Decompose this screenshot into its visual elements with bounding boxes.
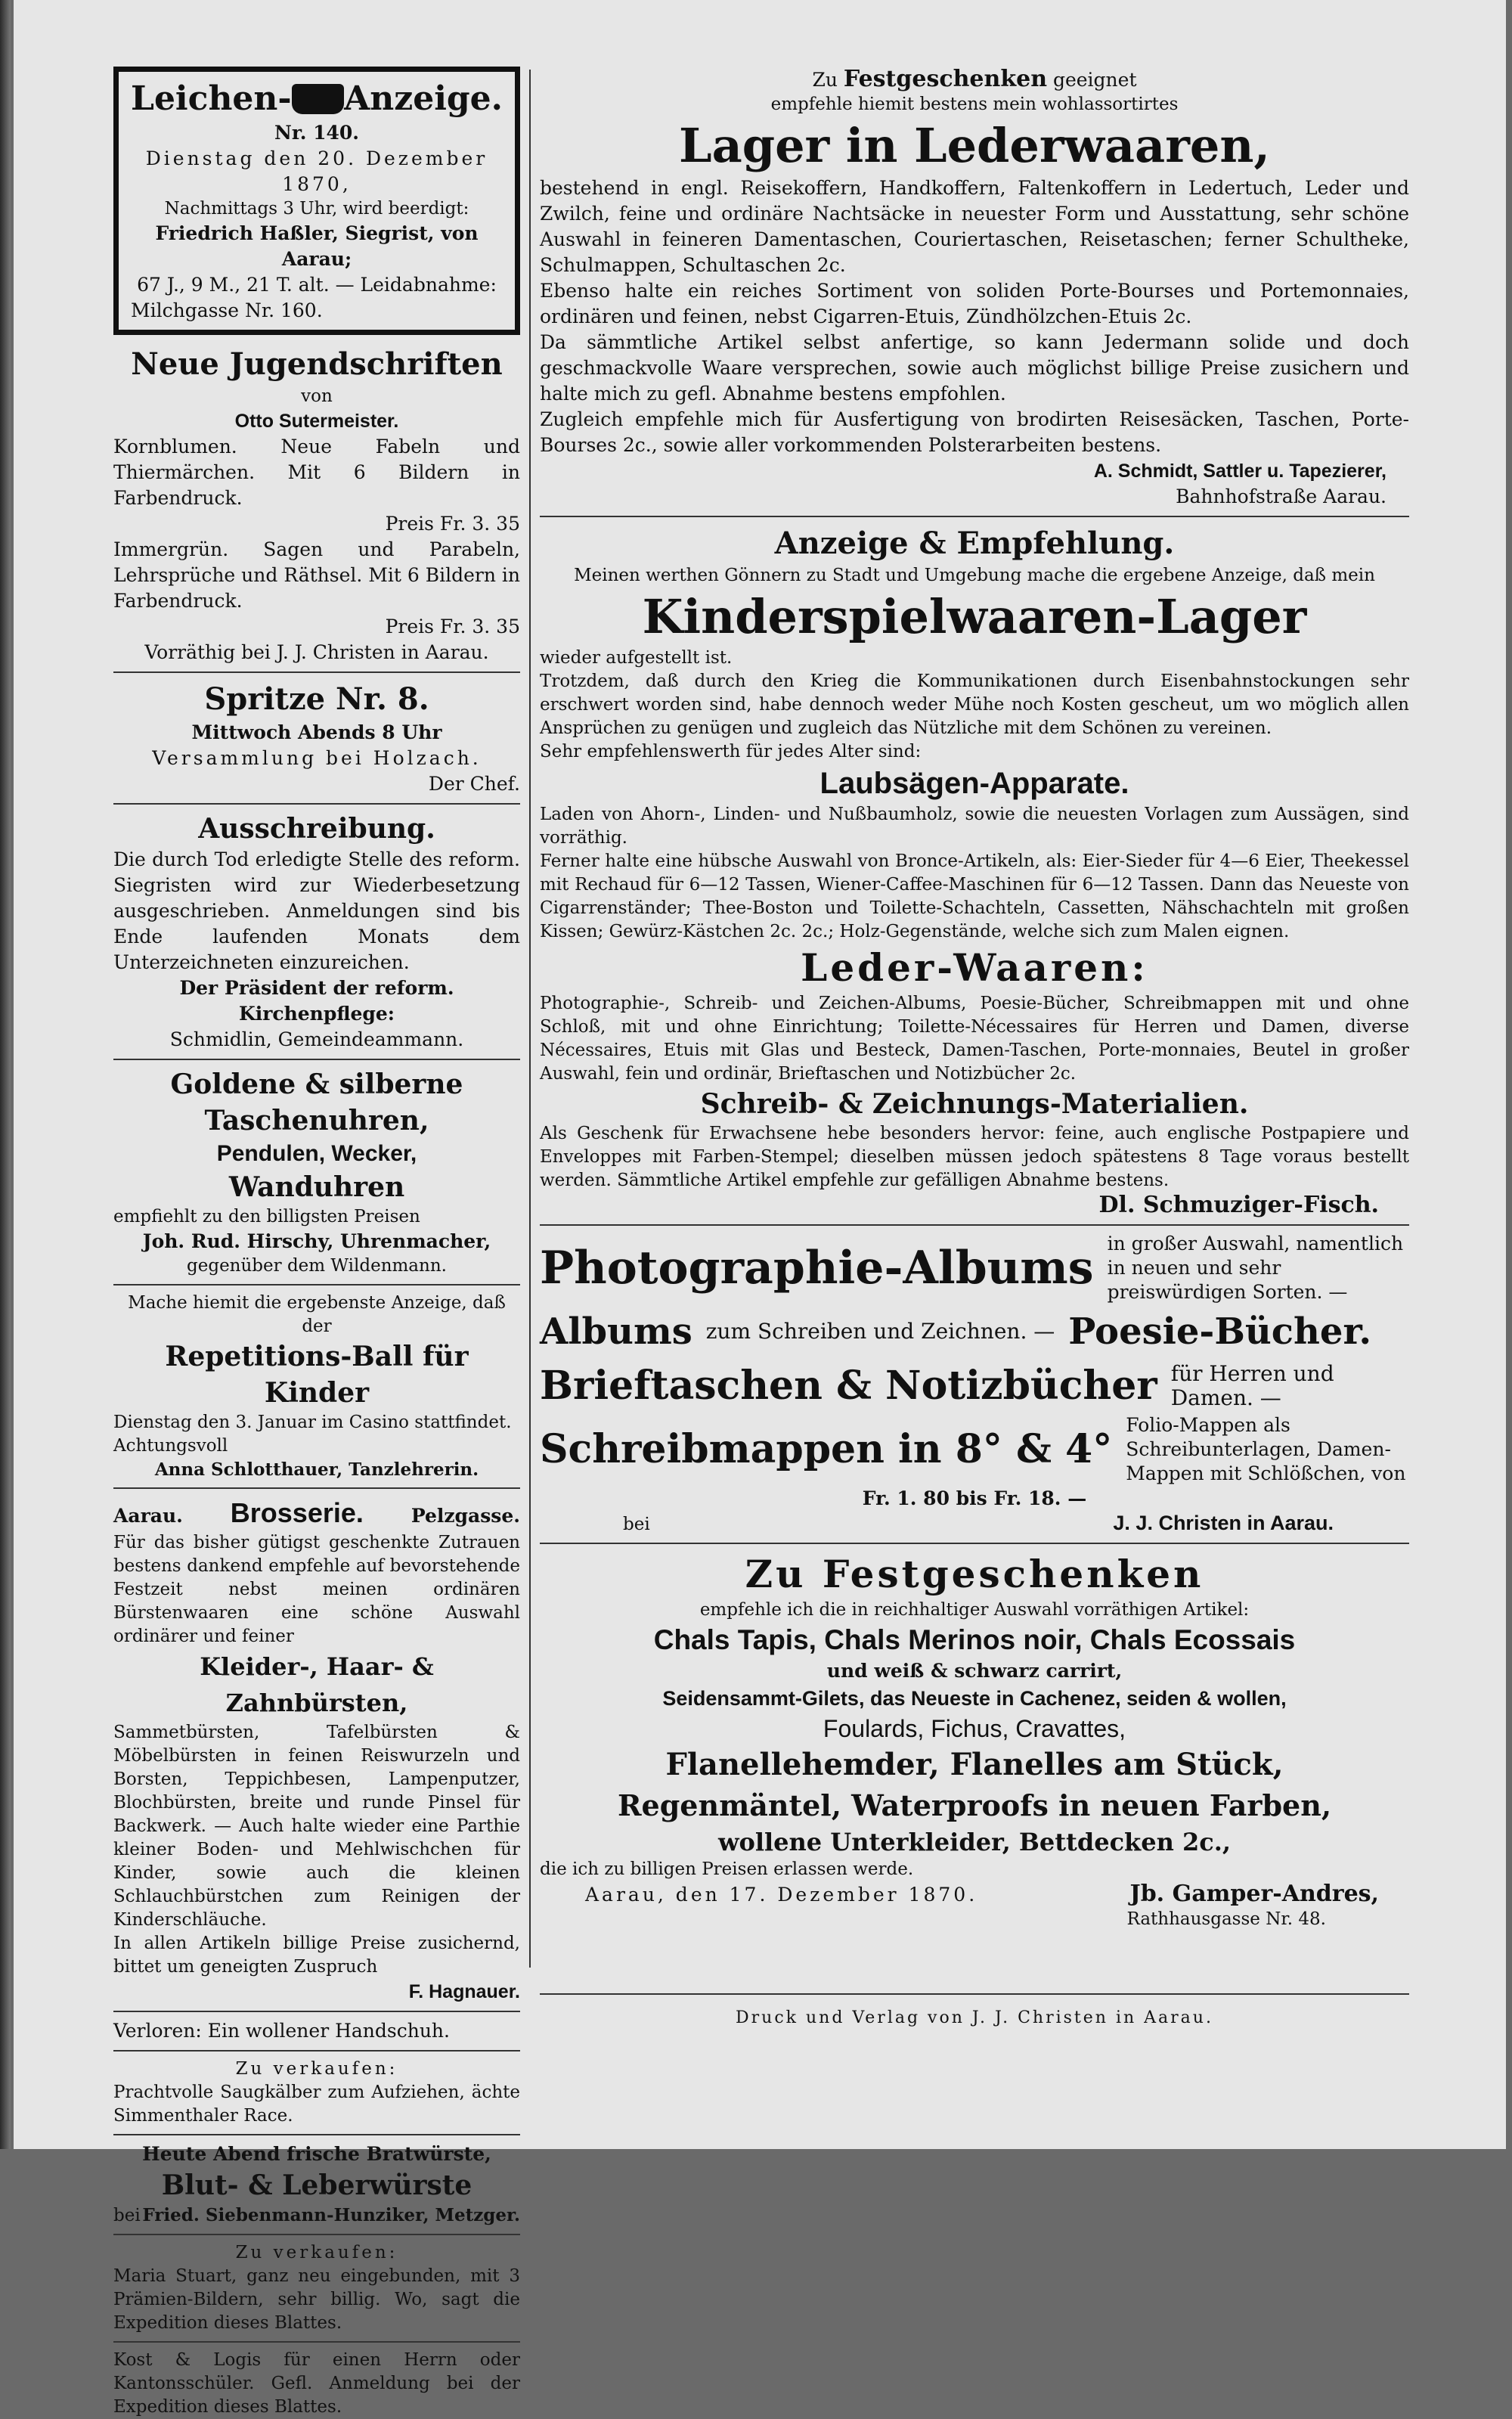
ad-verkaufen-2: [113, 2241, 520, 2335]
ball-intro: Mache hiemit die ergebenste Anzeige, daß der: [128, 1293, 506, 1336]
schmuziger-text4: Ferner halte eine hübsche Auswahl von Bronce-Artikeln, als: Eier-Sieder für 4—6 Eier, Theekessel mit Rechaud für 6—12 Tassen, Wiener-Caffee-Maschinen für 6—12 Tassen. Dann das Neueste von Cigarrenständer; Thee-Boston und Toilette-Schachteln, Cassetten, Nähschachteln mit großen Kissen; Gewürz-Kästchen 2c. 2c.; Holz-Gegenstände, welche sich zum Malen eignen.: [540, 851, 1409, 941]
uhren-line4: empfiehlt zu den billigsten Preisen: [113, 1207, 420, 1227]
ball-text: Dienstag den 3. Januar im Casino stattfindet.: [113, 1413, 512, 1432]
imprint: Druck und Verlag von J. J. Christen in Aarau.: [736, 2008, 1213, 2027]
schmidt-intro-c: geeignet: [1052, 69, 1137, 91]
schmuziger-sign: Dl. Schmuziger-Fisch.: [1098, 1192, 1379, 1218]
schmuziger-intro: Meinen werthen Gönnern zu Stadt und Umgebung mache die ergebene Anzeige, daß mein: [574, 566, 1375, 585]
footer-rule: [540, 1993, 1409, 1995]
gamper-l3: Seidensammt-Gilets, das Neueste in Cachenez, seiden & wollen,: [662, 1687, 1287, 1710]
schmidt-sign-text: A. Schmidt, Sattler u. Tapezierer,: [1093, 461, 1387, 482]
left-column: [113, 67, 520, 2419]
christen-line2: [540, 1304, 1409, 1359]
ad-schmuziger: [540, 523, 1409, 1218]
divider: [540, 1543, 1409, 1544]
ad-spritze: [113, 679, 520, 797]
schmuziger-text1: Trotzdem, daß durch den Krieg die Kommunikationen durch Eisenbahnstockungen sehr erschwert worden sind, habe dennoch weder Mühe noch Kosten gescheut, um wo möglich allen Ansprüchen zu genügen und zugleich das Nützliche mit dem Schönen zu vereinen.: [540, 671, 1409, 738]
gamper-sign-row: [540, 1881, 1409, 1908]
christen-line3: [540, 1359, 1409, 1413]
gamper-l6: Regenmäntel, Waterproofs in neuen Farben,: [617, 1788, 1332, 1822]
divider: [540, 1224, 1409, 1226]
christen-l2-big2: Poesie-Bücher.: [1068, 1310, 1372, 1353]
verkaufen2-title: Zu verkaufen:: [235, 2243, 398, 2262]
schmidt-sign: [540, 458, 1409, 484]
wurst-line1: Heute Abend frische Bratwürste,: [142, 2143, 491, 2165]
ad-uhren: [113, 1066, 520, 1278]
schmuziger-leder: Leder-Waaren:: [801, 945, 1148, 990]
column-rule: [529, 70, 531, 1968]
jugend-price1: Preis Fr. 3. 35: [385, 513, 520, 535]
schmidt-addr: Bahnhofstraße Aarau.: [1176, 485, 1387, 507]
uhren-line2: Pendulen, Wecker,: [216, 1141, 417, 1166]
spritze-title: Spritze Nr. 8.: [204, 681, 429, 717]
spritze-line: Versammlung bei Holzach.: [152, 747, 482, 769]
schmuziger-reopen: wieder aufgestellt ist.: [540, 648, 733, 668]
gamper-l1: Chals Tapis, Chals Merinos noir, Chals Ecossais: [653, 1624, 1296, 1655]
divider: [113, 671, 520, 673]
ball-sign: Anna Schlotthauer, Tanzlehrerin.: [154, 1459, 479, 1480]
spritze-sign: Der Chef.: [428, 773, 520, 795]
jugend-von: von: [301, 386, 333, 406]
jugend-author: Otto Sutermeister.: [234, 411, 399, 432]
brosserie-text3: In allen Artikeln billige Preise zusichernd, bittet um geneigten Zuspruch: [113, 1934, 520, 1977]
ad-ball: [113, 1292, 520, 1481]
ad-verkaufen-1: [113, 2058, 520, 2128]
schmuziger-big: Kinderspielwaaren-Lager: [642, 589, 1307, 644]
gamper-title: Zu Festgeschenken: [745, 1552, 1204, 1596]
death-notice-details: 67 J., 9 M., 21 T. alt. — Leidabnahme:: [137, 274, 497, 296]
wurst-line2: Blut- & Leberwürste: [161, 2169, 472, 2201]
divider: [113, 2341, 520, 2343]
gamper-l2: und weiß & schwarz carrirt,: [826, 1660, 1123, 1682]
death-notice: [113, 67, 520, 335]
gamper-l8: die ich zu billigen Preisen erlassen werde.: [540, 1859, 914, 1879]
divider: [113, 2011, 520, 2012]
schmidt-intro2: empfehle hiemit bestens mein wohlassortirtes: [770, 95, 1179, 114]
verkaufen1-title: Zu verkaufen:: [235, 2059, 398, 2079]
schmuziger-text5: Photographie-, Schreib- und Zeichen-Albums, Poesie-Bücher, Schreibmappen mit und ohne Schloß, mit und ohne Einrichtung; Toilette-Nécessaires für Herren und Damen, diverse Nécessaires, Etuis mit Glas und Besteck, Damen-Taschen, Porte-monnaies, Beutel in großer Auswahl, fein und ordinär, Brieftaschen und Notizbücher 2c.: [540, 994, 1409, 1084]
ad-brosserie: [113, 1495, 520, 2005]
gamper-date: Aarau, den 17. Dezember 1870.: [585, 1884, 978, 1906]
ball-greet: Achtungsvoll: [113, 1436, 228, 1456]
schmidt-text1: bestehend in engl. Reisekoffern, Handkoffern, Faltenkoffern in Ledertuch, Leder und Zwilch, feine und ordinäre Nachtsäcke in neuester Form und Ausstattung, sehr schöne Auswahl in feineren Damentaschen, Couriertaschen, Reisetaschen; ferner Schultheke, Schulmappen, Schultaschen 2c.: [540, 177, 1409, 276]
gamper-l5: Flanellehemder, Flanelles am Stück,: [665, 1747, 1284, 1782]
schmuziger-schreib: Schreib- & Zeichnungs-Materialien.: [700, 1088, 1249, 1120]
christen-l4-small: Folio-Mappen als Schreibunterlagen, Damen-Mappen mit Schlößchen, von: [1126, 1414, 1406, 1484]
uhren-title: Goldene & silberne Taschenuhren,: [170, 1068, 463, 1137]
ad-kost-logis: Kost & Logis für einen Herrn oder Kantonsschüler. Gefl. Anmeldung bei der Expedition dieses Blattes.: [113, 2350, 520, 2417]
schmidt-title: Lager in Lederwaaren,: [678, 118, 1271, 173]
schmidt-text3: Da sämmtliche Artikel selbst anfertige, so kann Jedermann solide und doch geschmackvolle Waare versprechen, sowie auch möglichst billige Preise zusichern und halte mich zu gefl. Abnahme bestens empfohlen.: [540, 331, 1409, 405]
brosserie-right: Pelzgasse.: [411, 1505, 520, 1527]
schmuziger-text3: Laden von Ahorn-, Linden- und Nußbaumholz, sowie die neuesten Vorlagen zum Aussägen, sind vorräthig.: [540, 805, 1409, 848]
ad-gamper: [540, 1550, 1409, 1931]
jugend-seller: Vorräthig bei J. J. Christen in Aarau.: [144, 641, 489, 663]
brosserie-header: [113, 1495, 520, 1531]
death-notice-name: Friedrich Haßler, Siegrist, von Aarau;: [155, 222, 479, 270]
wurst-name: Fried. Siebenmann-Hunziker, Metzger.: [142, 2205, 520, 2225]
divider: [113, 1487, 520, 1489]
schmidt-text2: Ebenso halte ein reiches Sortiment von soliden Porte-Bourses und Portemonnaies, ordinären und feinen, nebst Cigarren-Etuis, Zündhölzchen-Etuis 2c.: [540, 280, 1409, 327]
christen-l1-big: Photographie-Albums: [540, 1242, 1094, 1295]
schmuziger-title: Anzeige & Empfehlung.: [774, 526, 1175, 561]
jugend-item1: Kornblumen. Neue Fabeln und Thiermärchen. Mit 6 Bildern in Farbendruck.: [113, 436, 520, 509]
ausschreibung-sign1: Der Präsident der reform. Kirchenpflege:: [179, 977, 454, 1025]
ausschreibung-title: Ausschreibung.: [198, 813, 435, 845]
death-notice-date: Dienstag den 20. Dezember 1870,: [145, 147, 488, 195]
ad-verloren: Verloren: Ein wollener Handschuh.: [113, 2020, 450, 2042]
verkaufen2-text: Maria Stuart, ganz neu eingebunden, mit 3 Prämien-Bildern, sehr billig. Wo, sagt die Expedition dieses Blattes.: [113, 2266, 520, 2333]
christen-sign: J. J. Christen in Aarau.: [1113, 1512, 1334, 1534]
brosserie-left: Aarau.: [113, 1505, 183, 1527]
ad-schmidt: [540, 67, 1409, 510]
schmuziger-text6: Als Geschenk für Erwachsene hebe besonders hervor: feine, auch englische Postpapiere und Enveloppes mit Farben-Stempel; dieselben müssen jedoch spätestens 8 Tage voraus bestellt werden. Sämmtliche Artikel empfehle zur gefälligen Abnahme bestens.: [540, 1124, 1409, 1190]
schmidt-intro-b: Festgeschenken: [843, 66, 1048, 92]
schmidt-intro: [540, 67, 1409, 93]
schmidt-text4: Zugleich empfehle mich für Ausfertigung von brodirten Reisesäcken, Taschen, Porte-Bourses 2c., sowie aller vorkommenden Polsterarbeiten bestens.: [540, 408, 1409, 456]
death-notice-title-right: Anzeige.: [344, 79, 503, 118]
gamper-l4: Foulards, Fichus, Cravattes,: [823, 1715, 1126, 1742]
christen-line4: [540, 1413, 1409, 1486]
brosserie-text2: Sammetbürsten, Tafelbürsten & Möbelbürsten in feinen Reiswurzeln und Borsten, Teppichbesen, Lampenputzer, Blochbürsten, breite und runde Pinsel für Backwerk. — Auch halte wieder eine Parthie kleiner Boden- und Mehlwischchen für Kinder, sowie auch die kleinen Schlauchbürstchen zum Reinigen der Kinderschläuche.: [113, 1723, 520, 1930]
coffin-icon: [292, 84, 344, 114]
christen-l2-mid: zum Schreiben und Zeichnen. —: [705, 1319, 1055, 1344]
wurst-bei: bei: [113, 2206, 141, 2225]
schmidt-intro-a: Zu: [812, 69, 838, 91]
gamper-intro: empfehle ich die in reichhaltiger Auswahl vorräthigen Artikel:: [699, 1600, 1250, 1620]
divider: [113, 1284, 520, 1285]
uhren-addr: gegenüber dem Wildenmann.: [187, 1256, 447, 1276]
death-notice-title: [131, 78, 503, 120]
uhren-name: Joh. Rud. Hirschy, Uhrenmacher,: [142, 1230, 491, 1252]
gamper-sign: Jb. Gamper-Andres,: [1129, 1881, 1379, 1907]
divider: [113, 803, 520, 805]
christen-l1-small: in großer Auswahl, namentlich in neuen und sehr preiswürdigen Sorten. —: [1107, 1233, 1404, 1303]
brosserie-text1: Für das bisher gütigst geschenkte Zutrauen bestens dankend empfehle auf bevorstehende Festzeit nebst meinen ordinären Bürstenwaaren eine schöne Auswahl ordinärer und feiner: [113, 1533, 520, 1646]
divider: [113, 2050, 520, 2051]
ad-ausschreibung: [113, 811, 520, 1053]
christen-l4-big: Schreibmappen in 8° & 4°: [540, 1426, 1113, 1472]
divider: [113, 1059, 520, 1060]
verkaufen1-text: Prachtvolle Saugkälber zum Aufziehen, ächte Simmenthaler Race.: [113, 2083, 520, 2126]
brosserie-title: Brosserie.: [230, 1497, 364, 1528]
ball-title: Repetitions-Ball für Kinder: [165, 1341, 469, 1409]
brosserie-head: Kleider-, Haar- & Zahnbürsten,: [200, 1652, 434, 1717]
ad-christen: [540, 1232, 1409, 1537]
ausschreibung-text: Die durch Tod erledigte Stelle des reform. Siegristen wird zur Wiederbesetzung ausgeschrieben. Anmeldungen sind bis Ende laufenden Monats dem Unterzeichneten einzureichen.: [113, 848, 520, 973]
uhren-line3: Wanduhren: [228, 1171, 405, 1203]
christen-sign-row: [540, 1512, 1409, 1537]
schmuziger-text2: Sehr empfehlenswerth für jedes Alter sind:: [540, 742, 922, 761]
christen-l2-big: Albums: [540, 1310, 692, 1353]
schmuziger-saeg: Laubsägen-Apparate.: [820, 767, 1129, 800]
divider: [113, 2134, 520, 2135]
death-notice-time: Nachmittags 3 Uhr, wird beerdigt:: [164, 199, 469, 219]
christen-bei: bei: [623, 1515, 650, 1534]
divider: [540, 516, 1409, 517]
death-notice-number: Nr. 140.: [274, 122, 360, 144]
ad-jugendschriften: [113, 344, 520, 665]
divider: [113, 2234, 520, 2235]
death-notice-title-left: Leichen-: [131, 79, 292, 118]
death-notice-address: Milchgasse Nr. 160.: [131, 299, 323, 321]
page-edge: [0, 0, 11, 2149]
gamper-l7: wollene Unterkleider, Bettdecken 2c.,: [717, 1828, 1232, 1856]
spritze-sub: Mittwoch Abends 8 Uhr: [191, 721, 442, 743]
christen-price: Fr. 1. 80 bis Fr. 18. —: [862, 1487, 1087, 1509]
brosserie-sign: F. Hagnauer.: [408, 1981, 520, 2002]
christen-l3-small: für Herren und Damen. —: [1170, 1361, 1334, 1410]
jugend-price2: Preis Fr. 3. 35: [385, 616, 520, 637]
jugend-title: Neue Jugendschriften: [131, 346, 503, 382]
jugend-item2: Immergrün. Sagen und Parabeln, Lehrsprüche und Räthsel. Mit 6 Bildern in Farbendruck.: [113, 538, 520, 612]
right-column: [540, 67, 1409, 1931]
ausschreibung-sign2: Schmidlin, Gemeindeammann.: [169, 1028, 464, 1050]
ad-wurst: [113, 2141, 520, 2228]
christen-line1: [540, 1232, 1409, 1304]
gamper-addr: Rathhausgasse Nr. 48.: [1126, 1909, 1326, 1929]
christen-l3-big: Brieftaschen & Notizbücher: [540, 1363, 1157, 1409]
